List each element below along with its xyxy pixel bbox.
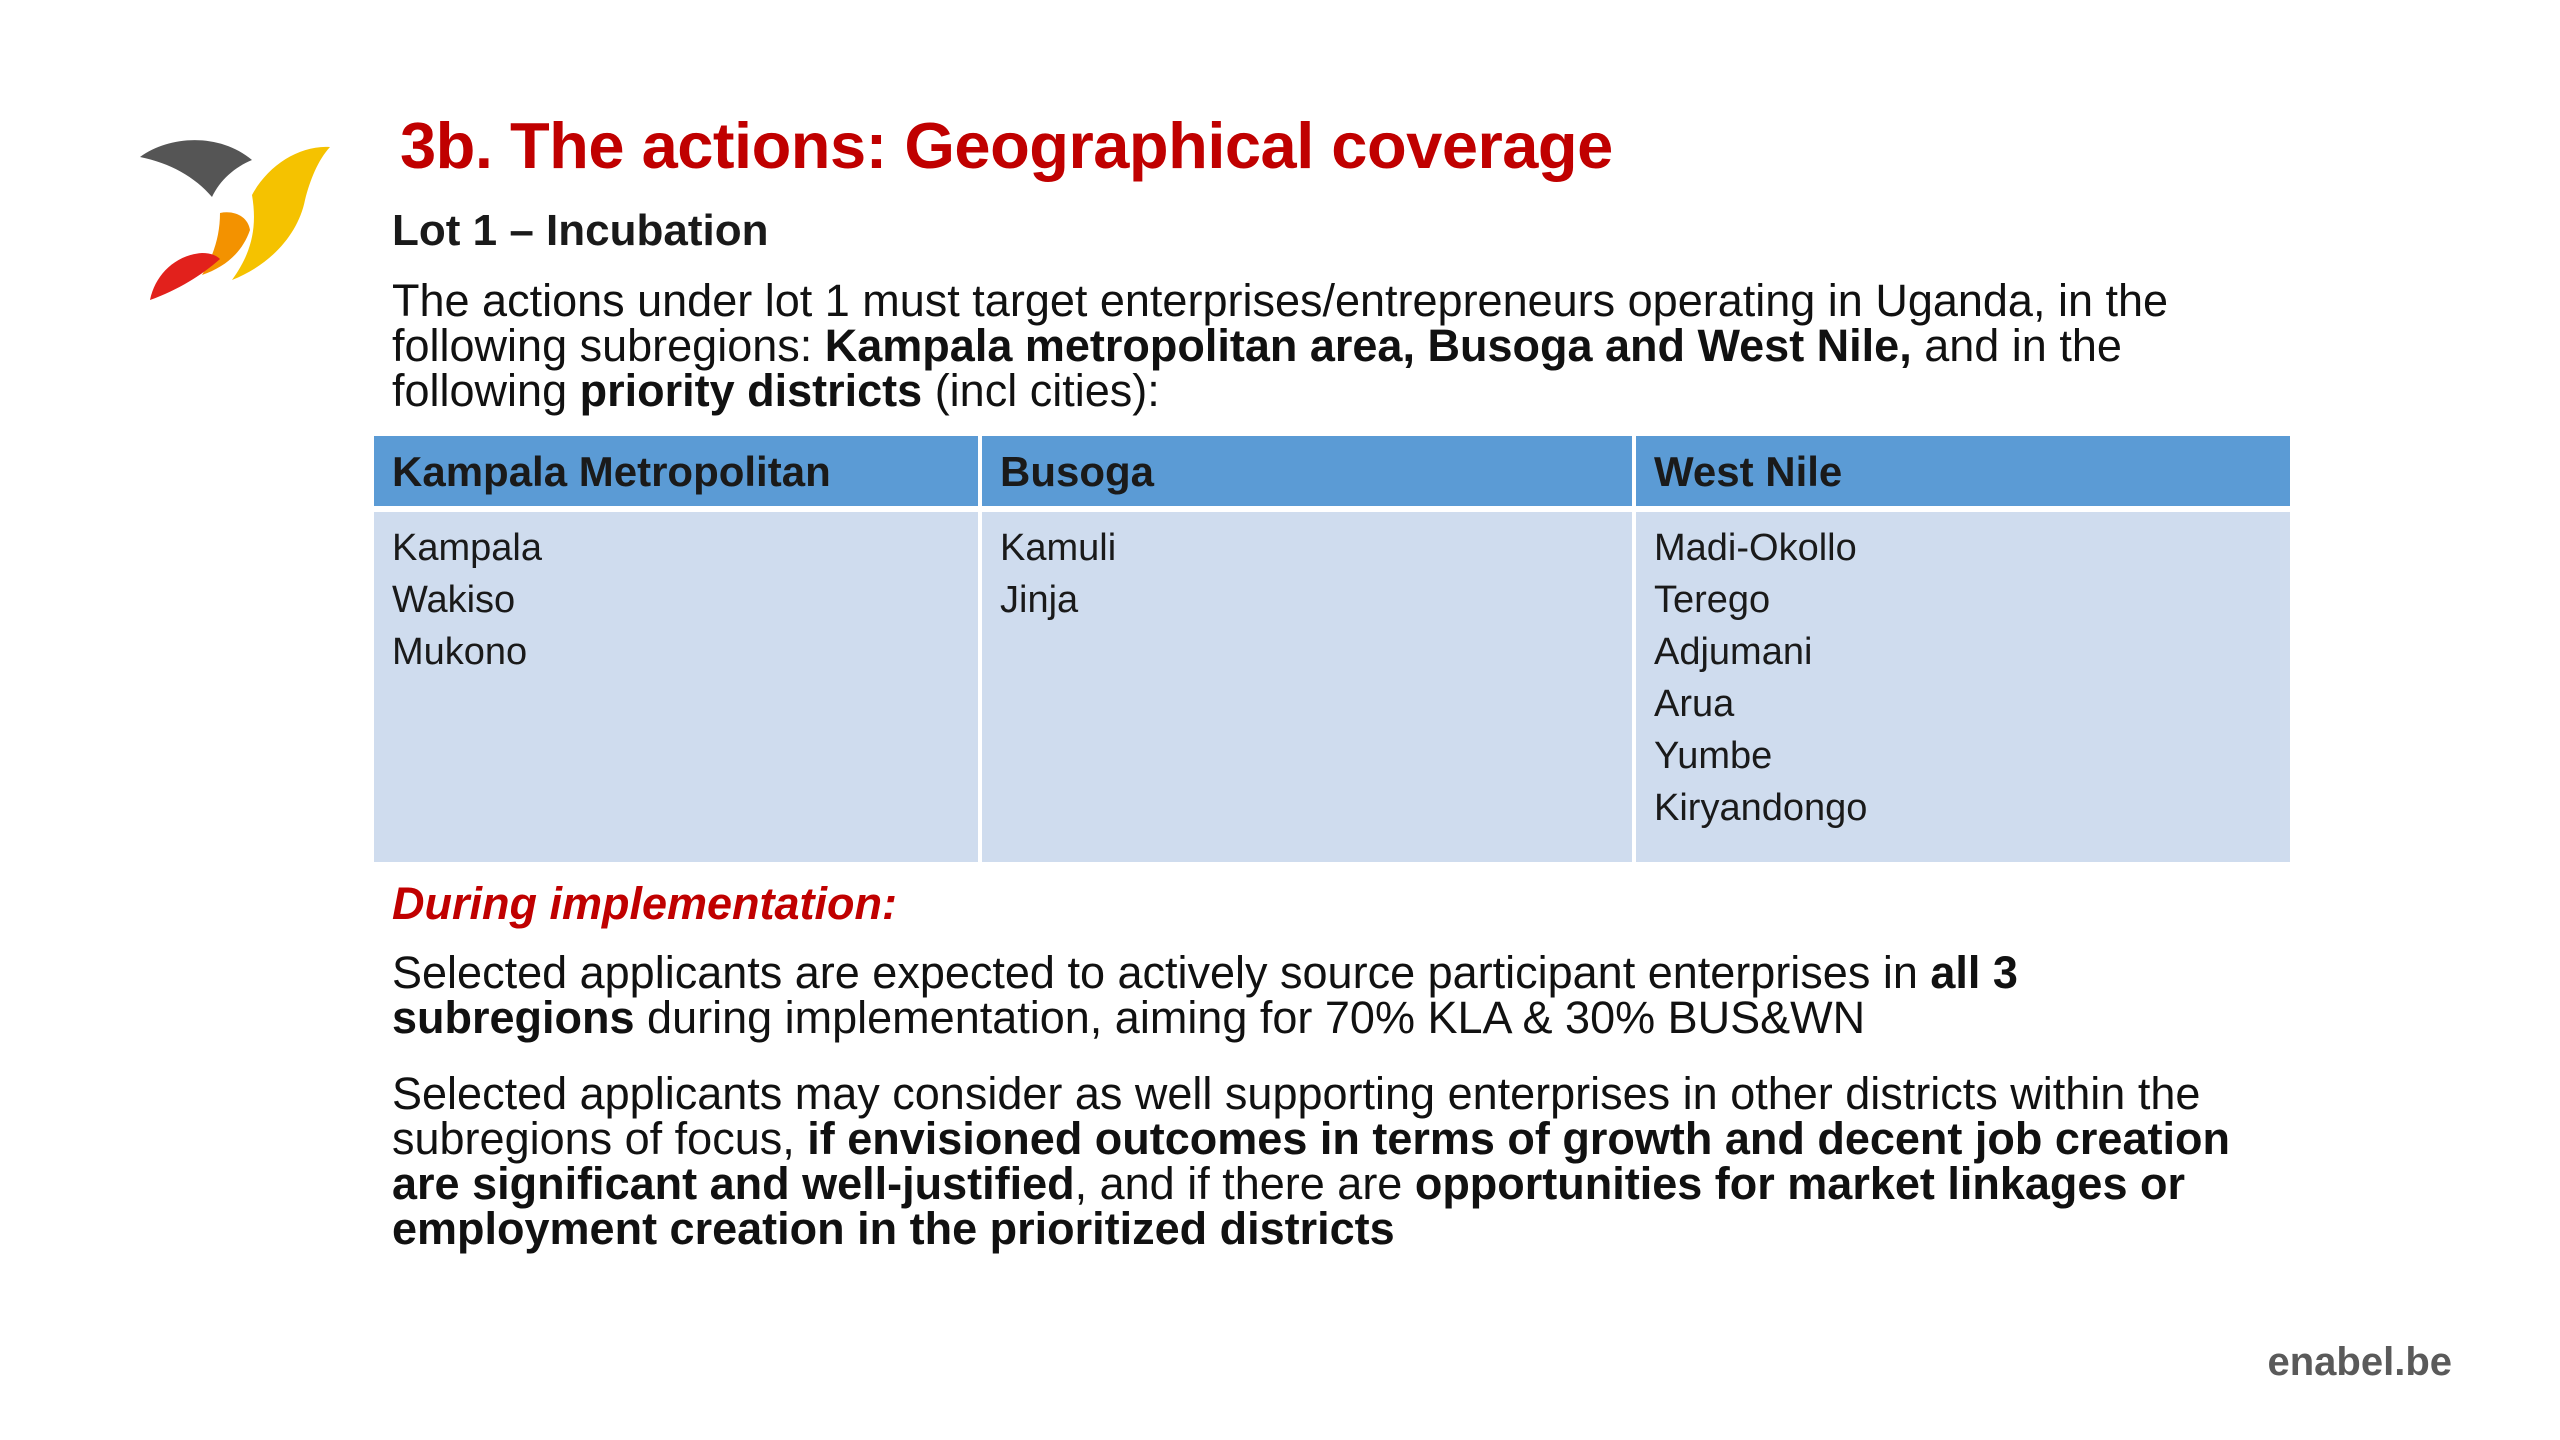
lot-heading: Lot 1 – Incubation: [392, 206, 769, 255]
p2-text-2: , and if there are: [1074, 1158, 1415, 1209]
district-item: Madi-Okollo: [1654, 527, 1857, 569]
p1-text-2: during implementation, aiming for 70% KLA & 30% BUS&WN: [634, 992, 1866, 1043]
slide-title: 3b. The actions: Geographical coverage: [400, 109, 1613, 182]
district-item: Wakiso: [392, 579, 516, 621]
table-cell-kampala-districts: [374, 512, 982, 862]
enabel-logo-icon: [140, 135, 330, 305]
table-header-west-nile: West Nile: [1636, 436, 2290, 512]
p1-text-1: Selected applicants are expected to actively source participant enterprises in: [392, 947, 1931, 998]
p1-bold-1: all 3 subregions: [392, 947, 2018, 1043]
intro-text-3: (incl cities):: [922, 365, 1160, 416]
district-item: Mukono: [392, 631, 528, 673]
district-item: Jinja: [1000, 579, 1079, 621]
table-cell-busoga-districts: [982, 512, 1636, 862]
implementation-paragraph-2: [392, 1068, 2242, 1254]
district-item: Kamuli: [1000, 527, 1117, 569]
intro-priority-bold: priority districts: [579, 365, 923, 416]
intro-text-1: The actions under lot 1 must target enterprises/entrepreneurs operating in Uganda, in the following subregions:: [392, 275, 2169, 371]
district-item: Terego: [1654, 579, 1771, 621]
p2-text-1: Selected applicants may consider as well supporting enterprises in other districts within the subregions of focus,: [392, 1068, 2201, 1164]
table-header-kampala: Kampala Metropolitan: [374, 436, 982, 512]
intro-text-2: and in the following: [392, 320, 2122, 416]
implementation-heading: During implementation:: [392, 878, 897, 929]
intro-subregions-bold: Kampala metropolitan area, Busoga and West Nile,: [824, 320, 1912, 371]
p2-bold-1: if envisioned outcomes in terms of growth and decent job creation are significant and well-justified: [392, 1113, 2230, 1209]
table-cell-west-nile-districts: [1636, 512, 2290, 862]
district-item: Kampala: [392, 527, 542, 569]
district-item: Kiryandongo: [1654, 787, 1868, 829]
district-item: Arua: [1654, 683, 1735, 725]
footer-website: enabel.be: [2267, 1340, 2452, 1384]
district-item: Yumbe: [1654, 735, 1773, 777]
p2-bold-2: opportunities for market linkages or employment creation in the prioritized districts: [392, 1158, 2185, 1254]
implementation-paragraph-1: [392, 947, 2242, 1043]
table-header-busoga: Busoga: [982, 436, 1636, 512]
district-item: Adjumani: [1654, 631, 1813, 673]
intro-paragraph: [392, 275, 2232, 416]
districts-table: [374, 436, 2290, 862]
